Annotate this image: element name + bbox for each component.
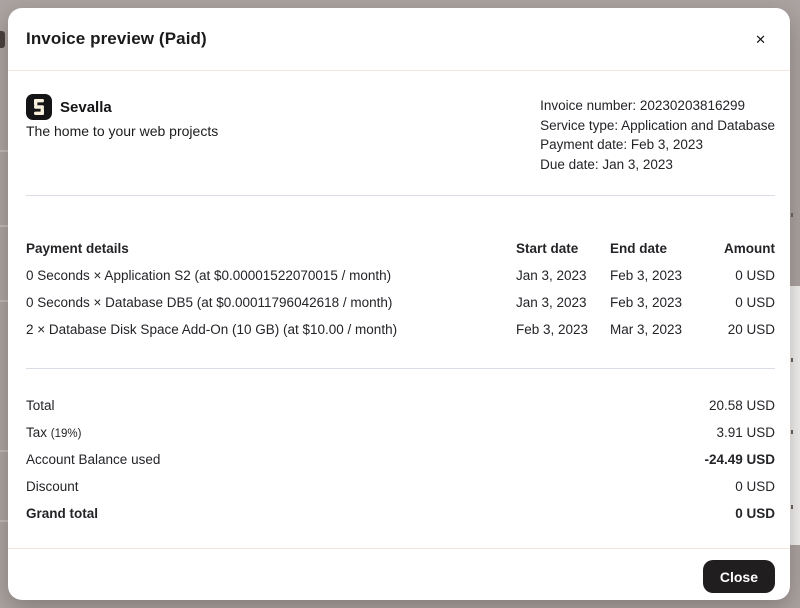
backdrop-artifact (0, 300, 8, 302)
line-item-end: Feb 3, 2023 (610, 268, 683, 283)
tax-row (26, 425, 775, 441)
discount-label: Discount (26, 479, 79, 494)
tax-rate-note: (19%) (50, 428, 82, 440)
line-item-start: Jan 3, 2023 (516, 268, 587, 283)
close-icon: ✕ (755, 31, 766, 47)
line-item-amount: 20 USD (727, 322, 775, 337)
account-balance-row (26, 452, 775, 468)
line-item-description: 0 Seconds × Database DB5 (at $0.00011796042618 / month) (26, 295, 393, 310)
modal-footer (8, 549, 790, 600)
invoice-top-row (26, 71, 775, 174)
col-header-end: End date (610, 241, 668, 256)
totals-section (26, 398, 775, 522)
line-item-description: 2 × Database Disk Space Add-On (10 GB) (at $10.00 / month) (26, 322, 398, 337)
backdrop-artifact (0, 450, 8, 452)
section-divider (26, 368, 775, 369)
modal-body (8, 71, 790, 522)
table-header-row (26, 241, 775, 257)
line-item-end: Feb 3, 2023 (610, 295, 683, 310)
service-type: Service type: Application and Database (540, 117, 775, 133)
discount-value: 0 USD (735, 479, 775, 494)
backdrop-artifact (0, 150, 8, 152)
section-divider (26, 195, 775, 196)
invoice-number: Invoice number: 20230203816299 (540, 98, 746, 113)
brand-tagline: The home to your web projects (26, 123, 219, 139)
line-item-start: Jan 3, 2023 (516, 295, 587, 310)
payment-date: Payment date: Feb 3, 2023 (540, 137, 703, 152)
col-header-details: Payment details (26, 241, 129, 256)
col-header-amount: Amount (724, 241, 775, 256)
grand-total-label: Grand total (26, 506, 99, 521)
total-label: Total (26, 398, 55, 413)
backdrop-artifact (791, 213, 793, 217)
backdrop-artifact (0, 31, 5, 48)
total-value: 20.58 USD (708, 398, 775, 413)
line-item-amount: 0 USD (735, 295, 775, 310)
table-row (26, 295, 775, 311)
col-header-start: Start date (516, 241, 579, 256)
table-row (26, 268, 775, 284)
discount-row (26, 479, 775, 495)
total-row (26, 398, 775, 414)
due-date: Due date: Jan 3, 2023 (540, 156, 673, 172)
modal-header (8, 8, 790, 70)
table-row (26, 322, 775, 338)
line-item-end: Mar 3, 2023 (610, 322, 683, 337)
tax-label: Tax (19%) (26, 425, 82, 440)
line-item-start: Feb 3, 2023 (516, 322, 589, 337)
backdrop-artifact (791, 505, 793, 509)
backdrop-artifact (0, 225, 8, 227)
sevalla-logo-icon (26, 94, 52, 120)
line-item-amount: 0 USD (735, 268, 775, 283)
tax-value: 3.91 USD (716, 425, 775, 440)
backdrop-artifact (0, 520, 8, 522)
invoice-preview-modal (8, 8, 790, 600)
invoice-meta (540, 96, 775, 174)
grand-total-value: 0 USD (735, 506, 775, 521)
line-item-description: 0 Seconds × Application S2 (at $0.00001522070015 / month) (26, 268, 392, 283)
modal-title: Invoice preview (Paid) (26, 29, 207, 48)
brand-block (26, 94, 218, 139)
brand-name: Sevalla (60, 98, 112, 116)
account-balance-label: Account Balance used (26, 452, 161, 467)
close-button[interactable]: Close (703, 560, 775, 593)
close-icon-button[interactable] (751, 29, 770, 50)
backdrop-artifact (791, 358, 793, 362)
backdrop-artifact (791, 430, 793, 434)
account-balance-value: -24.49 USD (704, 452, 775, 467)
payment-details-table (26, 241, 775, 338)
grand-total-row (26, 506, 775, 522)
